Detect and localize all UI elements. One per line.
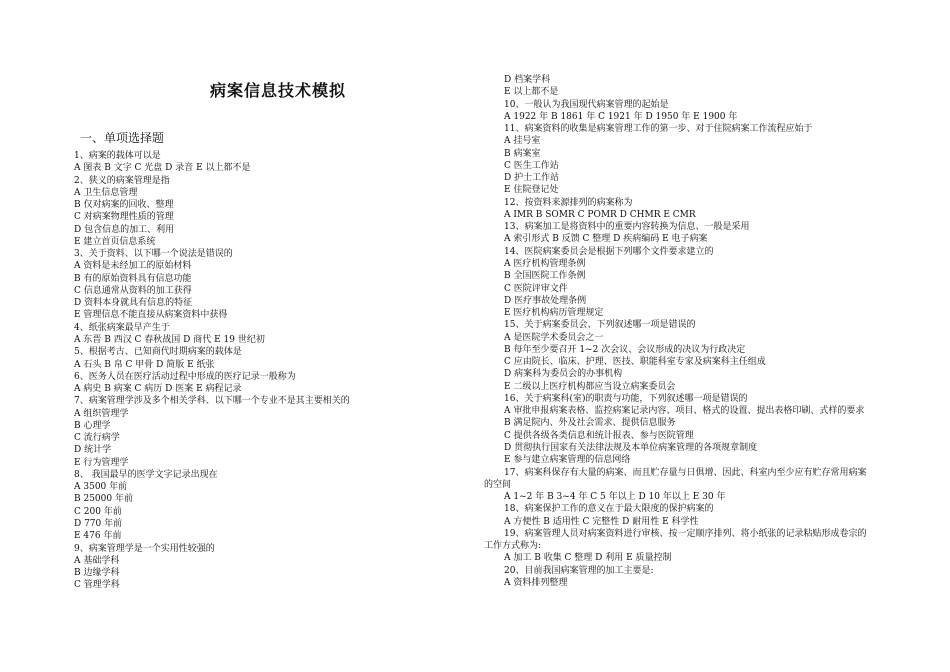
text-line: 10、一般认为我国现代病案管理的起始是 [504,99,669,110]
text-line: C 流行病学 [74,433,120,444]
text-line: A 3500 年前 [74,482,128,493]
text-line: B 病案室 [504,148,541,159]
text-line: B 心理学 [74,420,111,431]
text-line: A 是医院学术委员会之一 [504,332,604,343]
text-line: 20、目前我国病案管理的加工主要是: [504,565,654,576]
text-line: D 护士工作站 [504,173,560,184]
text-line: A 石头 B 帛 C 甲骨 D 简版 E 纸张 [74,359,215,370]
text-line: C 应由院长、临床、护理、医技、职能科室专家及病案科主任组成 [504,357,766,368]
text-line: A 加工 B 收集 C 整理 D 利用 E 质量控制 [504,553,672,564]
text-line: E 行为管理学 [74,457,129,468]
text-line: C 管理学科 [74,580,120,591]
text-line: D 770 年前 [74,518,123,529]
text-line: D 资料本身就具有信息的特征 [74,298,193,309]
text-line: A 卫生信息管理 [74,187,138,198]
text-line: 4、纸张病案最早产生于 [74,322,170,333]
text-line: A 资料是未经加工的原始材料 [74,261,192,272]
text-line: 12、按资料来源排列的病案称为 [504,197,633,208]
text-line: D 档案学科 [504,75,551,85]
text-line: D 医疗事故处理条例 [504,295,587,306]
text-line: C 提供各级各类信息和统计报表、参与医院管理 [504,430,694,441]
text-line: E 管理信息不能直接从病案资料中获得 [74,310,228,321]
text-line: 13、病案加工是将资料中的重要内容转换为信息、一般是采用 [504,222,750,233]
text-line: A 方便性 B 适用性 C 完整性 D 耐用性 E 科学性 [504,516,699,527]
text-line: A 东晋 B 西汉 C 春秋战国 D 商代 E 19 世纪初 [74,334,265,345]
text-line: A 医疗机构管理条例 [504,258,586,269]
text-line: A 基础学科 [74,555,120,566]
text-line: 9、病案管理学是一个实用性较强的 [74,543,215,554]
text-line: 16、关于病案科(室)的职责与功能，下列叙述哪一项是错误的 [504,393,748,404]
text-line: E 476 年前 [74,531,122,542]
text-line: A 病史 B 病案 C 病历 D 医案 E 病程记录 [74,384,242,395]
text-line: 5、根据考古、已知商代时期病案的载体是 [74,347,242,358]
text-line: E 住院登记处 [504,185,559,196]
text-line: B 25000 年前 [74,494,133,505]
text-line: B 边缘学科 [74,568,120,579]
text-line: 17、病案科保存有大量的病案、而且贮存量与日俱增、因此、科室内至少应有贮存常用病案 [504,467,867,478]
text-line: 18、病案保护工作的意义在于最大限度的保护病案的 [504,504,714,515]
text-line: D 统计学 [74,445,112,456]
text-line: 11、病案资料的收集是病案管理工作的第一步、对于住院病案工作流程应始于 [504,124,813,135]
text-line: 19、病案管理人员对病案资料进行审核、按一定顺序排列、将小纸张的记录粘贴形成卷宗的 [504,528,867,539]
text-line: 3、关于资料、以下哪一个说法是错误的 [74,249,233,260]
document-title: 病案信息技术模拟 [210,81,347,100]
text-line: 14、医院病案委员会是根据下列哪个文件要求建立的 [504,246,714,257]
text-line: E 二级以上医疗机构都应当设立病案委员会 [504,381,676,392]
text-line: B 全国医院工作条例 [504,271,586,282]
text-line: E 参与建立病案管理的信息网络 [504,455,631,466]
text-line: B 每年至少要召开 1~2 次会议、会议形成的决议为行政决定 [504,344,746,355]
text-line: A IMR B SOMR C POMR D CHMR E CMR [504,209,696,220]
text-line: A 索引形式 B 反馈 C 整理 D 疾病编码 E 电子病案 [504,234,708,245]
text-line: C 医生工作站 [504,160,559,171]
text-line: E 建立首页信息系统 [74,236,156,247]
text-line: A 审批申报病案表格、监控病案记录内容、项目、格式的设置、提出表格印刷、式样的要求 [504,406,865,417]
text-line: 的空间 [484,479,512,490]
text-line: 7、病案管理学涉及多个相关学科、以下哪一个专业不是其主要相关的 [74,396,350,407]
text-line: 1、病案的载体可以是 [74,151,161,161]
left-question-list [74,150,350,592]
text-line: B 满足院内、外及社会需求、提供信息服务 [504,418,676,429]
text-line: A 1~2 年 B 3~4 年 C 5 年以上 D 10 年以上 E 30 年 [504,492,726,503]
text-line: C 信息通常从资料的加工获得 [74,285,192,296]
text-line: C 200 年前 [74,506,122,517]
text-line: 6、医务人员在医疗活动过程中形成的医疗记录一般称为 [74,371,296,382]
text-line: A 1922 年 B 1861 年 C 1921 年 D 1950 年 E 1900 年 [504,111,738,122]
text-line: 工作方式称为: [484,541,542,552]
text-line: E 以上都不是 [504,87,559,98]
text-line: D 病案科为委员会的办事机构 [504,369,623,380]
text-line: C 对病案物理性质的管理 [74,212,174,223]
text-line: 15、关于病案委员会、下列叙述哪一项是错误的 [504,320,696,331]
text-line: B 仅对病案的回收、整理 [74,200,174,211]
text-line: 8、 我国最早的医学文字记录出现在 [74,469,218,480]
text-line: C 医院评审文件 [504,283,568,294]
text-line: D 贯彻执行国家有关法律法规及本单位病案管理的各项规章制度 [504,442,758,453]
text-line: A 组织管理学 [74,408,129,419]
text-line: D 包含信息的加工、利用 [74,224,175,235]
right-question-list [484,74,866,589]
text-line: E 医疗机构病历管理规定 [504,308,604,319]
text-line: A 图表 B 文字 C 光盘 D 录音 E 以上都不是 [74,163,251,174]
text-line: B 有的原始资料具有信息功能 [74,273,192,284]
section-heading: 一、单项选择题 [80,131,165,145]
text-line: A 资料排列整理 [504,577,568,588]
text-line: A 挂号室 [504,136,541,147]
text-line: 2、狭义的病案管理是指 [74,175,170,186]
